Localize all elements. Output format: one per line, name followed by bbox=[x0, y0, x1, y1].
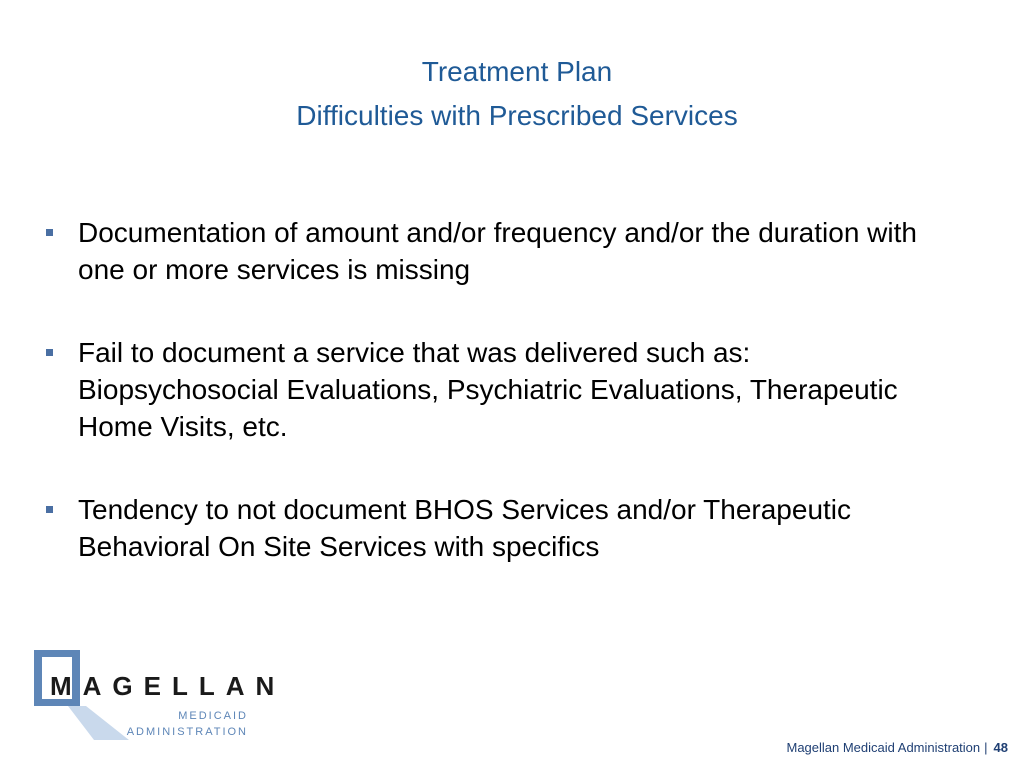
bullet-text: Tendency to not document BHOS Services and/or Therapeutic Behavioral On Site Services with specifics bbox=[78, 494, 852, 562]
bullet-item bbox=[44, 491, 944, 565]
page-number: 48 bbox=[993, 740, 1008, 755]
bullet-text: Documentation of amount and/or frequency and/or the duration with one or more services is missing bbox=[78, 217, 917, 285]
square-bullet-icon bbox=[46, 349, 53, 356]
logo-brand-text: MAGELLAN bbox=[50, 671, 286, 701]
slide-title bbox=[0, 50, 1024, 138]
square-bullet-icon bbox=[46, 229, 53, 236]
logo-sub-text-2: ADMINISTRATION bbox=[126, 726, 248, 738]
footer-separator: | bbox=[984, 740, 988, 755]
slide-footer bbox=[786, 740, 1008, 755]
bullet-list bbox=[44, 214, 944, 611]
square-bullet-icon bbox=[46, 506, 53, 513]
bullet-item bbox=[44, 214, 944, 288]
slide-title-line-1: Treatment Plan bbox=[421, 56, 613, 87]
slide-title-line-2: Difficulties with Prescribed Services bbox=[296, 100, 738, 131]
magellan-logo bbox=[34, 650, 286, 745]
bullet-text: Fail to document a service that was delivered such as: Biopsychosocial Evaluations, Psychiatric Evaluations, Therapeutic Home Visits, etc. bbox=[78, 337, 898, 442]
bullet-item bbox=[44, 334, 944, 445]
footer-org: Magellan Medicaid Administration bbox=[786, 740, 981, 755]
logo-sub-text-1: MEDICAID bbox=[178, 710, 248, 722]
